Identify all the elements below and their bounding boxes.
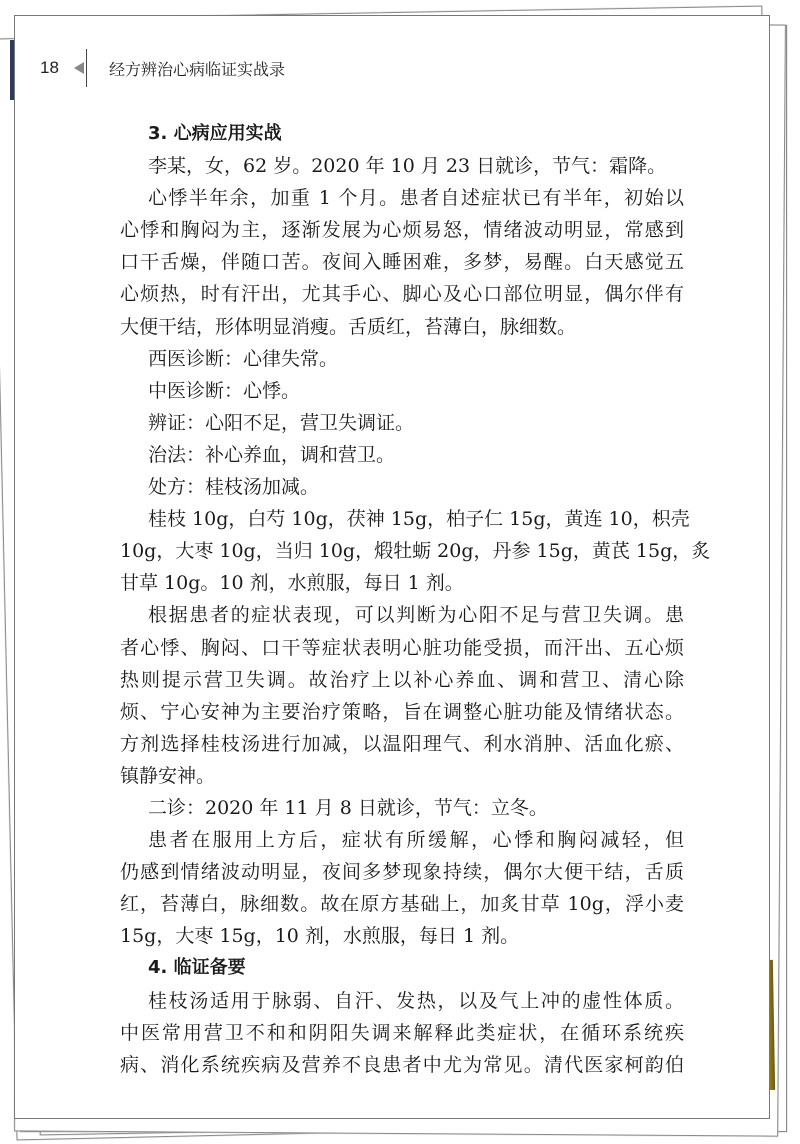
text-line: 3. 心病应用实战 (148, 123, 282, 144)
text-line: 李某，女，62 岁。2020 年 10 月 23 日就诊，节气：霜降。 (148, 155, 667, 178)
text-line: 患者在服用上方后，症状有所缓解，心悸和胸闷减轻，但 (148, 829, 684, 852)
section-heading (120, 952, 684, 984)
text-line: 辨证：心阳不足，营卫失调证。 (148, 411, 415, 434)
text-line: 热则提示营卫失调。故治疗上以补心养血、调和营卫、清心除 (120, 668, 684, 691)
paragraph (120, 471, 684, 503)
running-header (40, 48, 285, 88)
paragraph (120, 182, 684, 342)
triangle-marker-icon (74, 62, 84, 74)
paragraph (120, 343, 684, 375)
section-heading (120, 118, 684, 150)
paragraph (120, 985, 684, 1081)
text-line: 西医诊断：心律失常。 (148, 347, 339, 370)
text-line: 镇静安神。 (120, 764, 216, 787)
header-divider (86, 49, 87, 87)
text-line: 口干舌燥，伴随口苦。夜间入睡困难，多梦，易醒。白天感觉五 (120, 251, 684, 274)
page-number: 18 (40, 58, 59, 77)
page-body (120, 118, 711, 1081)
paragraph (120, 824, 684, 952)
book-title: 经方辨治心病临证实战录 (109, 61, 286, 79)
text-line: 桂枝 10g，白芍 10g，茯神 15g，柏子仁 15g，黄连 10，枳壳 (148, 508, 690, 531)
text-line: 仍感到情绪波动明显，夜间多梦现象持续，偶尔大便干结，舌质 (120, 861, 684, 884)
paragraph (120, 407, 684, 439)
text-line: 大便干结，形体明显消瘦。舌质红，苔薄白，脉细数。 (120, 315, 577, 338)
paragraph (120, 150, 684, 182)
paragraph (120, 503, 711, 599)
paragraph (120, 439, 684, 471)
text-line: 治法：补心养血，调和营卫。 (148, 443, 396, 466)
text-line: 10g，大枣 10g，当归 10g，煅牡蛎 20g，丹参 15g，黄芪 15g，炙 (120, 540, 711, 563)
text-line: 二诊：2020 年 11 月 8 日就诊，节气：立冬。 (148, 796, 548, 819)
paragraph (120, 792, 684, 824)
text-line: 烦、宁心安神为主要治疗策略，旨在调整心脏功能及情绪状态。 (120, 700, 684, 723)
text-line: 甘草 10g。10 剂，水煎服，每日 1 剂。 (120, 572, 464, 595)
paragraph (120, 599, 684, 792)
text-line: 方剂选择桂枝汤进行加减，以温阳理气、利水消肿、活血化瘀、 (120, 732, 684, 755)
text-line: 者心悸、胸闷、口干等症状表明心脏功能受损，而汗出、五心烦 (120, 636, 684, 659)
text-line: 红，苔薄白，脉细数。故在原方基础上，加炙甘草 10g，浮小麦 (120, 893, 684, 916)
text-line: 桂枝汤适用于脉弱、自汗、发热，以及气上冲的虚性体质。 (148, 989, 684, 1012)
text-line: 心悸半年余，加重 1 个月。患者自述症状已有半年，初始以 (148, 187, 684, 210)
paragraph (120, 375, 684, 407)
text-line: 心烦热，时有汗出，尤其手心、脚心及心口部位明显，偶尔伴有 (120, 283, 684, 306)
text-line: 15g，大枣 15g，10 剂，水煎服，每日 1 剂。 (120, 925, 520, 948)
text-line: 根据患者的症状表现，可以判断为心阳不足与营卫失调。患 (148, 604, 684, 627)
text-line: 中医常用营卫不和和阴阳失调来解释此类症状，在循环系统疾 (120, 1021, 684, 1044)
text-line: 4. 临证备要 (148, 957, 246, 979)
text-line: 病、消化系统疾病及营养不良患者中尤为常见。清代医家柯韵伯 (120, 1053, 684, 1076)
text-line: 中医诊断：心悸。 (148, 379, 301, 402)
text-line: 处方：桂枝汤加减。 (148, 476, 320, 499)
text-line: 心悸和胸闷为主，逐渐发展为心烦易怒，情绪波动明显，常感到 (120, 219, 684, 242)
